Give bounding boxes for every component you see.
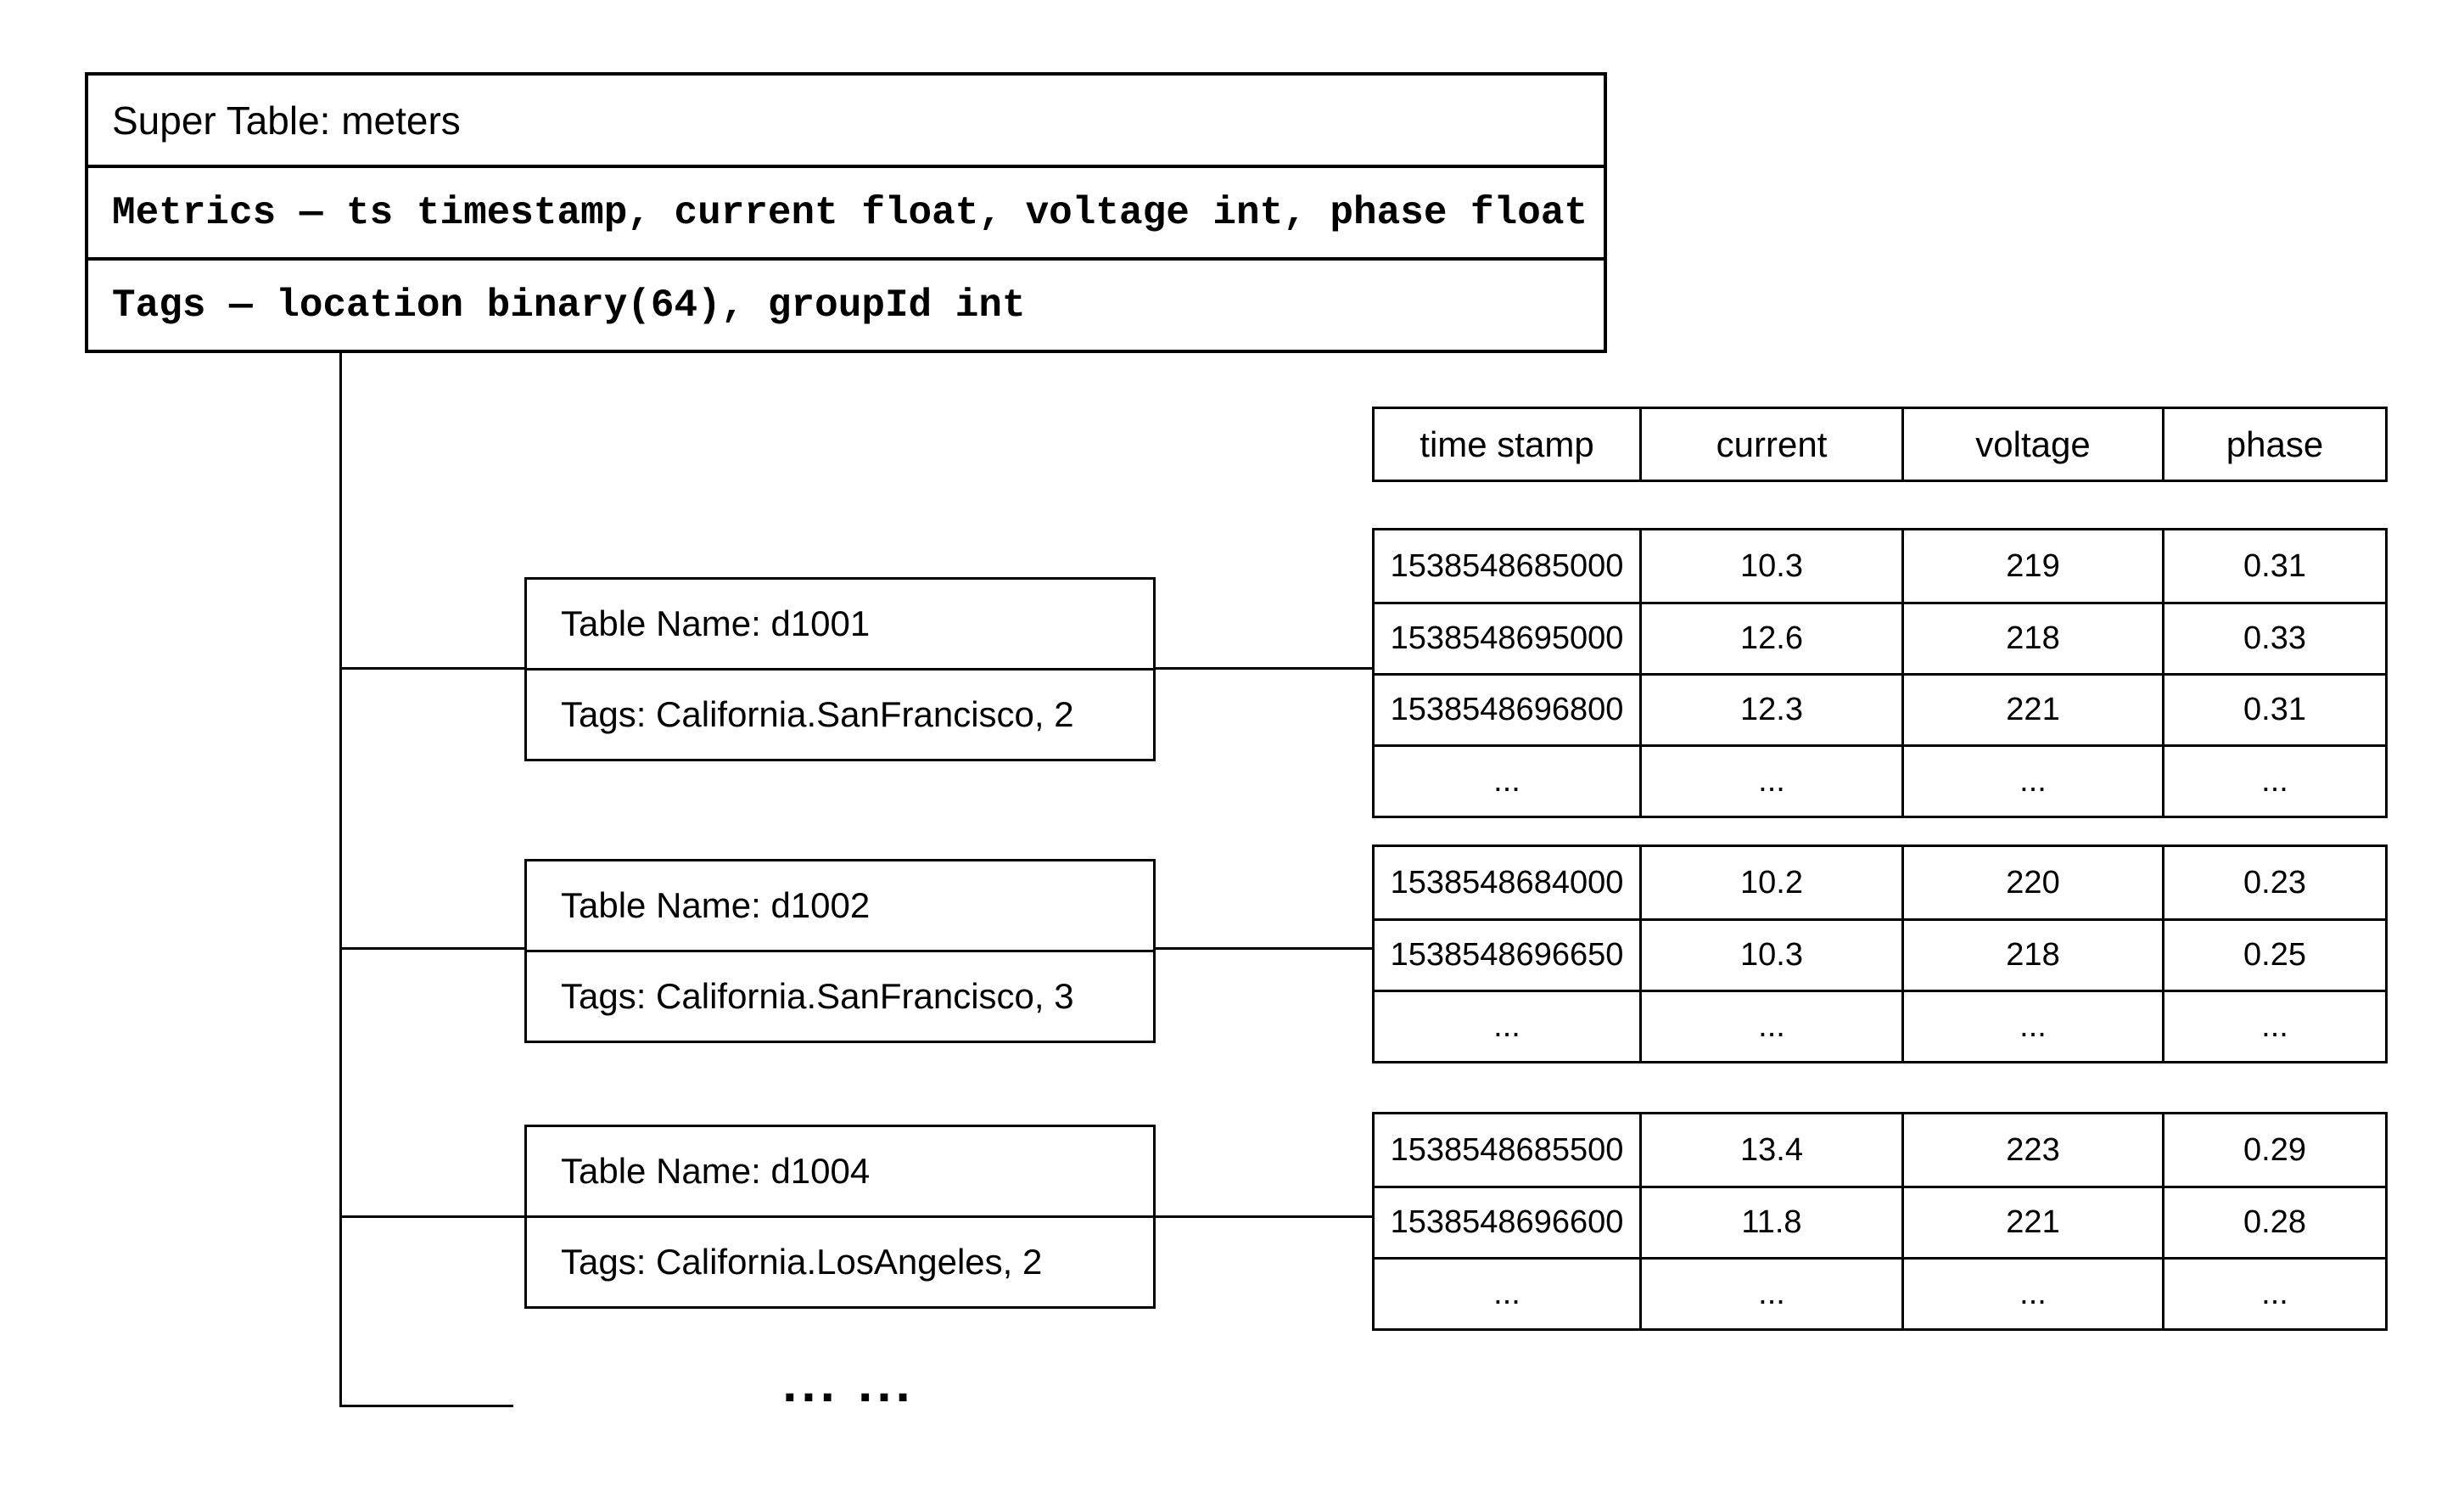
table-name-label: Table Name: d1001 bbox=[561, 603, 871, 643]
voltage-cell: 218 bbox=[1901, 918, 2162, 990]
super-table-title-row bbox=[88, 76, 1604, 165]
current-cell: 11.8 bbox=[1639, 1186, 1901, 1257]
ellipsis-cell: ... bbox=[2162, 744, 2385, 816]
ellipsis-cell: ... bbox=[1639, 990, 1901, 1061]
table-tags-row bbox=[527, 950, 1153, 1041]
phase-cell: 0.31 bbox=[2162, 673, 2385, 744]
super-table-title: Super Table: meters bbox=[112, 98, 461, 143]
ellipsis-cell: ... bbox=[2162, 990, 2385, 1061]
current-cell: 12.3 bbox=[1639, 673, 1901, 744]
ellipsis-cell: ... bbox=[1375, 1257, 1639, 1328]
table-tags-label: Tags: California.SanFrancisco, 2 bbox=[561, 694, 1074, 734]
column-header-row bbox=[1372, 407, 2388, 482]
phase-cell: 0.29 bbox=[2162, 1114, 2385, 1186]
ellipsis-cell: ... bbox=[1901, 990, 2162, 1061]
ellipsis-cell: ... bbox=[1901, 1257, 2162, 1328]
timestamp-cell: 1538548684000 bbox=[1390, 864, 1624, 901]
branch-line-d1001 bbox=[339, 667, 524, 670]
table-tags-label: Tags: California.LosAngeles, 2 bbox=[561, 1242, 1043, 1282]
timestamp-cell: 1538548695000 bbox=[1375, 602, 1639, 673]
ellipsis-cell: ... bbox=[1901, 744, 2162, 816]
timestamp-cell: 1538548696800 bbox=[1375, 673, 1639, 744]
voltage-cell: 220 bbox=[1901, 847, 2162, 918]
table-tags-label: Tags: California.SanFrancisco, 3 bbox=[561, 976, 1074, 1016]
voltage-cell: 221 bbox=[1901, 1186, 2162, 1257]
super-table-metrics: Metrics — ts timestamp, current float, voltage int, phase float bbox=[112, 190, 1588, 235]
branch-line-d1002 bbox=[339, 947, 524, 950]
phase-cell: 0.33 bbox=[2162, 602, 2385, 673]
phase-cell: 0.25 bbox=[2162, 918, 2385, 990]
data-table-d1002 bbox=[1372, 845, 2388, 1063]
subtable-box-d1001 bbox=[524, 577, 1156, 761]
voltage-cell: 223 bbox=[1901, 1114, 2162, 1186]
subtable-box-d1004 bbox=[524, 1125, 1156, 1309]
ellipsis-cell: ... bbox=[1375, 990, 1639, 1061]
table-name-row bbox=[527, 1127, 1153, 1215]
subtable-box-d1002 bbox=[524, 859, 1156, 1043]
timestamp-cell: 1538548685000 bbox=[1390, 547, 1624, 584]
column-header-phase: phase bbox=[2162, 409, 2385, 480]
voltage-cell: 221 bbox=[1901, 673, 2162, 744]
table-name-row bbox=[527, 861, 1153, 950]
connector-line-d1002 bbox=[1156, 947, 1372, 950]
ellipsis-cell: ... bbox=[1639, 1257, 1901, 1328]
data-table-d1004 bbox=[1372, 1112, 2388, 1331]
column-header-voltage: voltage bbox=[1901, 409, 2162, 480]
branch-line-d1004 bbox=[339, 1215, 524, 1218]
trunk-elbow-line bbox=[339, 1405, 513, 1407]
voltage-cell: 218 bbox=[1901, 602, 2162, 673]
ellipsis-cell: ... bbox=[1639, 744, 1901, 816]
data-table-d1001 bbox=[1372, 528, 2388, 818]
super-table-metrics-row bbox=[88, 165, 1604, 257]
super-table-box bbox=[85, 72, 1607, 353]
table-name-label: Table Name: d1004 bbox=[561, 1151, 871, 1191]
table-tags-row bbox=[527, 1215, 1153, 1306]
timestamp-cell: 1538548696650 bbox=[1375, 918, 1639, 990]
column-header-current: current bbox=[1639, 409, 1901, 480]
super-table-tags-row bbox=[88, 257, 1604, 350]
phase-cell: 0.23 bbox=[2162, 847, 2385, 918]
trunk-line bbox=[339, 353, 342, 1407]
connector-line-d1004 bbox=[1156, 1215, 1372, 1218]
ellipsis-cell: ... bbox=[2162, 1257, 2385, 1328]
current-cell: 13.4 bbox=[1639, 1114, 1901, 1186]
phase-cell: 0.31 bbox=[2162, 530, 2385, 602]
table-name-label: Table Name: d1002 bbox=[561, 885, 871, 925]
table-tags-row bbox=[527, 668, 1153, 759]
current-cell: 12.6 bbox=[1639, 602, 1901, 673]
super-table-tags: Tags — location binary(64), groupId int bbox=[112, 283, 1026, 328]
table-name-row bbox=[527, 580, 1153, 668]
current-cell: 10.3 bbox=[1639, 530, 1901, 602]
more-tables-ellipsis: ... ... bbox=[782, 1354, 915, 1413]
column-header-time-stamp: time stamp bbox=[1420, 424, 1594, 464]
current-cell: 10.2 bbox=[1639, 847, 1901, 918]
voltage-cell: 219 bbox=[1901, 530, 2162, 602]
ellipsis-cell: ... bbox=[1375, 744, 1639, 816]
current-cell: 10.3 bbox=[1639, 918, 1901, 990]
timestamp-cell: 1538548685500 bbox=[1390, 1131, 1624, 1168]
connector-line-d1001 bbox=[1156, 667, 1372, 670]
phase-cell: 0.28 bbox=[2162, 1186, 2385, 1257]
timestamp-cell: 1538548696600 bbox=[1375, 1186, 1639, 1257]
